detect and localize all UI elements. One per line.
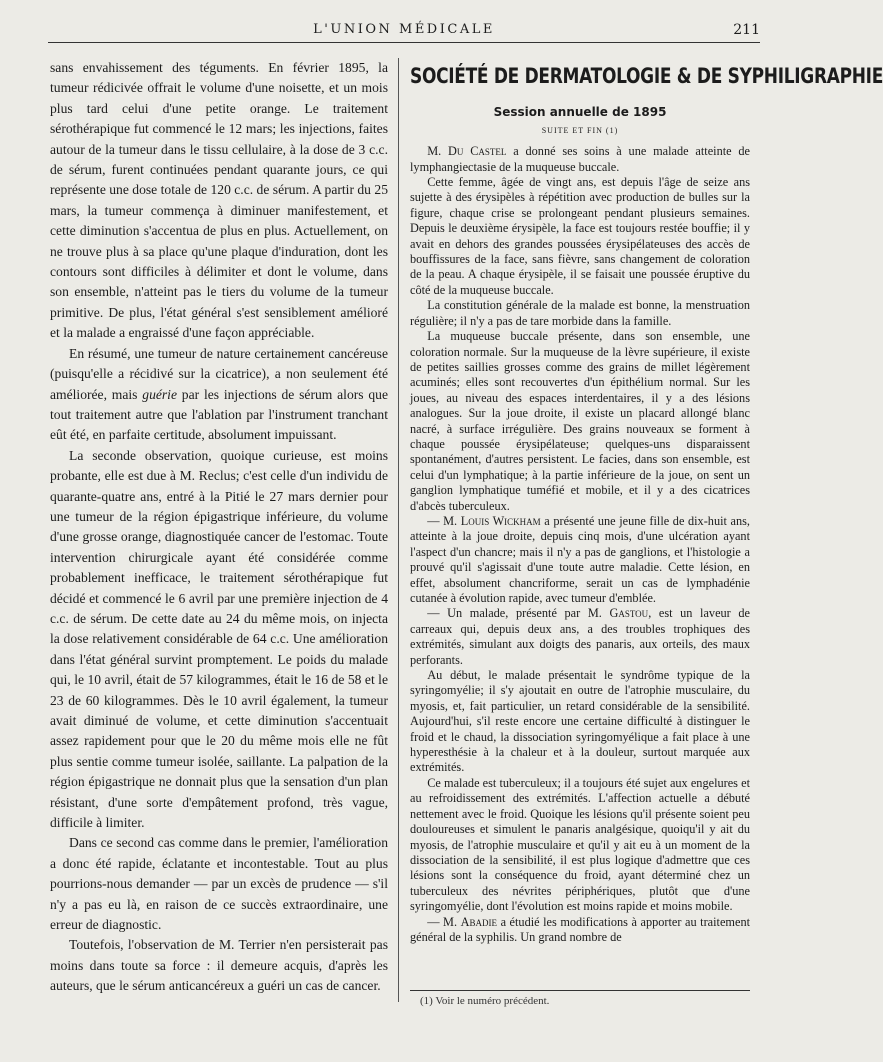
paragraph: Toutefois, l'observation de M. Terrier n'en persisterait pas moins dans toute sa force : il demeure acquis, d'après les auteurs, que le sérum anticancéreux a guéri un cas de cancer. [50, 937, 388, 994]
paragraph [410, 606, 750, 668]
page-number: 211 [733, 22, 760, 38]
session-heading: Session annuelle de 1895 [493, 105, 667, 120]
text-run: En résumé, une tumeur de nature certainement cancéreuse (puisqu'elle a récidivé sur la cicatrice), a non seulement été améliorée, mais [50, 345, 388, 402]
paragraph: sans envahissement des téguments. En février 1895, la tumeur rédicivée offrait le volume d'une noisette, et un mois plus tard celui d'une petite orange. Le traitement sérothérapique fut commencé le 12 mars; les injections, faites autour de la tumeur dans le tissu cellulaire, à la dose de 3 c.c. de sérum, furent continuées pendant quarante jours, ce qui représente une dose totale de 120 c.c. de sérum. A partir du 25 mars, la tumeur commença à diminuer manifestement, et cette diminution s'accentua de plus en plus. Actuellement, on ne trouve plus à sa place qu'une plaque d'induration, dont les contours sont difficiles à délimiter et dont le volume, dans son ensemble, n'atteint pas le tiers du volume de la tumeur primitive. De plus, l'état général s'est sensiblement amélioré et la malade a engraissé d'une façon appréciable. [50, 60, 388, 341]
column-divider [398, 58, 399, 1002]
person-name: Louis Wickham [460, 513, 541, 528]
section-heading: SOCIÉTÉ DE DERMATOLOGIE & DE SYPHILIGRAPHIE [410, 64, 883, 90]
right-column [410, 58, 883, 1002]
header-rule [48, 42, 760, 43]
paragraph [50, 344, 388, 446]
text-run: — M. [427, 914, 458, 929]
paragraph: La seconde observation, quoique curieuse, est moins probante, elle est due à M. Reclus; c'est celle d'un individu de quarante-quatre ans, entré à la Pitié le 27 mars dernier pour une tumeur de la région épigastrique inférieure, du volume d'une grosse orange, diagnostiquée cancer de l'estomac. Toute intervention chirurgicale ayant été considérée comme probablement inefficace, le traitement sérothérapique fut décidé et commencé le 6 avril par une première injection de 4 c.c. de sérum. De cette date au 24 du même mois, on injecta la dose relativement considérable de 64 c.c. Une amélioration dans l'état général survint promptement. Le poids du malade qui, le 10 avril, était de 57 kilogrammes, était le 16 de 58 et le 23 de 60 kilogrammes. Dès le 10 avril également, la tumeur avait diminué de volume, et cette diminution s'accentuait assez rapidement pour que le 20 du même mois elle ne fût plus sentie comme tumeur isolée, saillante. La palpation de la région épigastrique ne donnait plus que la sensation d'un plan résistant, d'une sorte d'empâtement profond, très vague, difficile à limiter. [50, 447, 388, 831]
person-name: Abadie [460, 914, 498, 929]
paragraph: La muqueuse buccale présente, dans son ensemble, une coloration normale. Sur la muqueuse de la lèvre supérieure, il existe de petites saillies grosses comme des grains de millet légèrement acuminés; elles sont recouvertes d'un épithélium normal. Sur les joues, au niveau des espaces interdentaires, il y a des lésions analogues. Sur la joue droite, il existe un placard allongé blanc nacré, à surface irrégulière. Des grains nouveaux se forment à chaque poussée érysipélateuse; quelques-uns disparaissent spontanément, d'autres persistent. Le facies, dans son ensemble, est celui d'un lymphatique; à la partie inférieure de la joue, on sent un ganglion lymphatique tuméfié et mobile, et il y a des cicatrices d'abcès tuberculeux. [410, 329, 750, 513]
paragraph: Ce malade est tuberculeux; il a toujours été sujet aux engelures et au refroidissement des extrémités. L'affection actuelle a débuté nettement avec le froid. Quoique les lésions qu'il présente soient peu douloureuses et simulent le panaris analgésique, quoiqu'il y ait du myosis, de l'atrophie musculaire et qu'il y ait eu à un moment de la dissociation de la sensibilité, il est plus logique d'admettre que ces lésions sont la conséquence du froid, ayant déterminé chez un tuberculeux des névrites périphériques, plutôt que d'une syringomyélie, dont l'évolution est moins rapide et moins mobile. [410, 775, 750, 914]
text-run: M. [427, 144, 442, 159]
text-run: a étudié les modifications à apporter au traitement général de la syphilis. Un grand nombre de [410, 914, 751, 944]
text-run: par les injections de sérum alors que tout traitement autre que l'ablation par l'instrument tranchant eût été, en parfaite certitude, absolument impuissant. [50, 386, 388, 443]
text-run: a donné ses soins à une malade atteinte de lymphangiectasie de la muqueuse buccale. [410, 144, 751, 174]
paragraph [410, 915, 750, 946]
paragraph: Au début, le malade présentait le syndrôme typique de la syringomyélie; il s'y ajoutait en outre de l'atrophie musculaire, du myosis, et, fait particulier, un retard considérable de la sensibilité. Aujourd'hui, s'il reste encore une certaine difficulté à distinguer le froid et le chaud, la dissociation syringomyélique a fait place à une hyperesthésie à la chaleur et à la douleur, surtout marquée aux extrémités. [410, 668, 750, 775]
person-name: Du Castel [448, 144, 507, 159]
person-name: Gastou [609, 606, 649, 621]
paragraph: La constitution générale de la malade est bonne, la menstruation régulière; il n'y a pas de tare morbide dans la famille. [410, 298, 750, 328]
text-run: — Un malade, présenté par M. [427, 606, 602, 621]
footnote-rule [410, 990, 750, 991]
left-column [50, 58, 388, 1002]
text-run: a présenté une jeune fille de dix-huit ans, atteinte à la joue droite, depuis cinq mois, d'une ulcération ayant l'aspect d'un chancre; mais il n'y a pas de ganglions, et l'histologie a prouvé qu'il s'agissait d'une toute autre maladie. Cette lésion, en effet, absolument chancriforme, serait un cas de lymphadénie cutanée à évolution rapide, avec tumeur d'emblée. [410, 513, 750, 605]
text-run: , est un laveur de carreaux qui, depuis deux ans, a des troubles trophiques des extrémités, simulant aux doigts des panaris, aux orteils, des maux perforants. [410, 606, 750, 667]
emphasis: guérie [142, 386, 177, 402]
paragraph [410, 514, 750, 606]
paragraph: Dans ce second cas comme dans le premier, l'amélioration a donc été rapide, éclatante et incontestable. Tout au plus pourrions-nous demander — par un excès de prudence — s'il n'y a pas eu là, en raison de ce succès extraordinaire, une erreur de diagnostic. [50, 835, 388, 933]
footnote: (1) Voir le numéro précédent. [420, 995, 550, 1007]
journal-title: L'UNION MÉDICALE [313, 22, 495, 37]
continuation-note: SUITE ET FIN (1) [541, 125, 619, 135]
paragraph [410, 144, 750, 175]
paragraph: Cette femme, âgée de vingt ans, est depuis l'âge de seize ans sujette à des érysipèles à répétition avec production de bulles sur la figure, chaque crise se prolongeant pendant plusieurs semaines. Depuis le deuxième érysipèle, la face est toujours restée bouffie; il y avait en dehors des grandes poussées érysipélateuses des accès de bouffissures de la face, sans fièvre, sans changement de coloration de la peau. A chaque érysipèle, il se faisait une poussée éruptive du côté de la muqueuse buccale. [410, 175, 750, 297]
text-run: — M. [427, 513, 458, 528]
